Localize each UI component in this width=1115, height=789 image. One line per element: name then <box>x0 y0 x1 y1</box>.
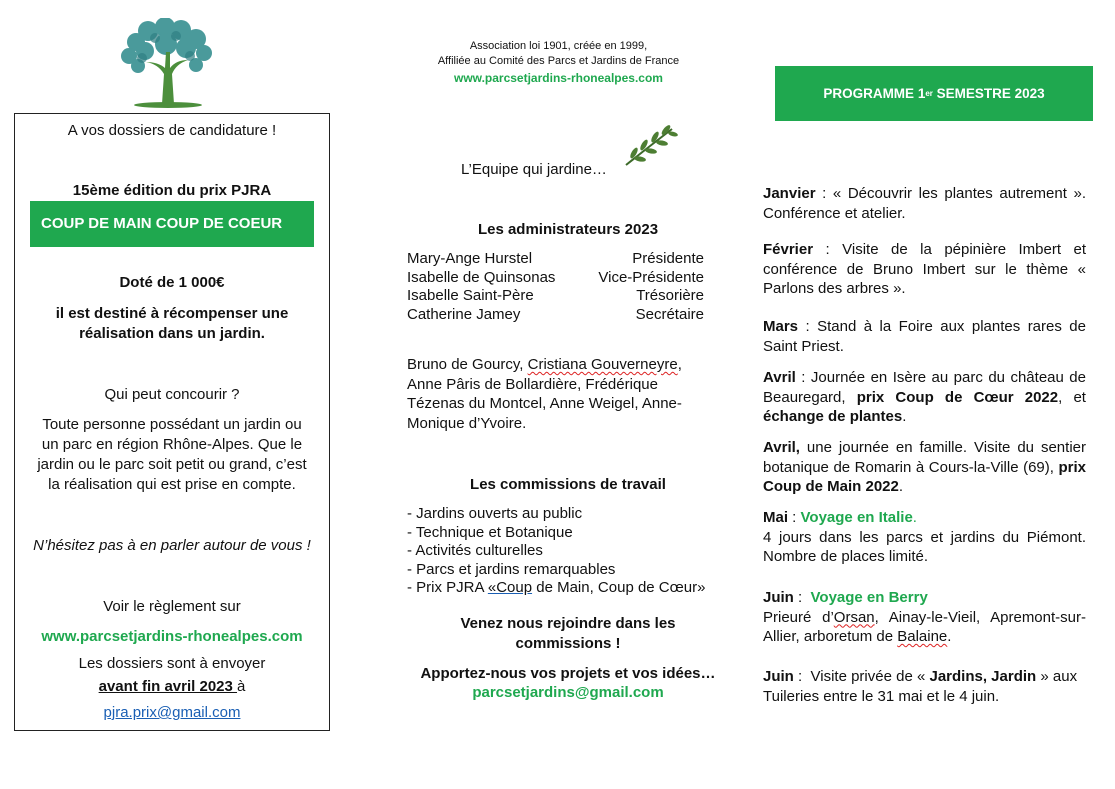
prize-purpose-line2: réalisation dans un jardin. <box>79 325 265 342</box>
ideas-invite: Apportez-nous vos projets et vos idées… <box>420 665 716 682</box>
eligibility-question: Qui peut concourir ? <box>104 386 240 403</box>
association-info: Association loi 1901, créée en 1999, Affiliée au Comité des Parcs et Jardins de France <box>437 40 680 67</box>
eligibility-text: Toute personne possédant un jardin ou un parc en région Rhône-Alpes. Que le jardin ou le parc soit petit ou grand, c’est la réalisation qui est prise en compte. <box>37 416 307 493</box>
edition-title: 15ème édition du prix PJRA <box>72 182 272 199</box>
event-juin-2: Juin : Visite privée de « Jardins, Jardin » aux Tuileries entre le 31 mai et le 4 juin. <box>763 668 1078 705</box>
list-item: - Prix PJRA «Coup de Main, Coup de Cœur» <box>407 579 706 596</box>
share-note: N’hésitez pas à en parler autour de vous ! <box>33 537 311 554</box>
programme-banner: PROGRAMME 1 er SEMESTRE 2023 <box>775 66 1093 121</box>
admin-row: Catherine Jamey Secrétaire <box>407 305 704 323</box>
event-mai: Mai : Voyage en Italie. 4 jours dans les parcs et jardins du Piémont. Nombre de places limité. <box>763 509 1086 565</box>
event-janvier: Janvier : « Découvrir les plantes autrement ». Conférence et atelier. <box>763 185 1086 222</box>
event-avril-1: Avril : Journée en Isère au parc du château de Beauregard, prix Coup de Cœur 2022, et échange de plantes. <box>763 369 1086 425</box>
commissions-title: Les commissions de travail <box>470 476 666 493</box>
admin-row: Mary-Ange Hurstel Présidente <box>407 250 704 267</box>
intro-text: A vos dossiers de candidature ! <box>67 122 277 139</box>
event-avril-2: Avril, une journée en famille. Visite du sentier botanique de Romarin à Cours-la-Ville (69), prix Coup de Main 2022. <box>763 439 1086 495</box>
header-website-link[interactable]: www.parcsetjardins-rhonealpes.com <box>454 71 663 85</box>
join-invite: Venez nous rejoindre dans les commissions ! <box>460 615 676 652</box>
list-item: - Jardins ouverts au public <box>407 505 583 522</box>
prize-email-link[interactable]: pjra.prix@gmail.com <box>103 704 241 721</box>
admin-row: Isabelle de Quinsonas Vice-Présidente <box>407 268 704 286</box>
event-fevrier: Février : Visite de la pépinière Imbert et conférence de Bruno Imbert sur le thème « Parlons des arbres ». <box>763 241 1086 297</box>
deadline-line: avant fin avril 2023 à <box>98 678 246 695</box>
admins-list <box>407 250 704 324</box>
other-members: Bruno de Gourcy, Cristiana Gouverneyre, Anne Pâris de Bollardière, Frédérique Tézenas du Montcel, Anne Weigel, Anne- Monique d’Yvoire. <box>407 356 682 432</box>
list-item: - Parcs et jardins remarquables <box>407 560 616 578</box>
dossiers-label: Les dossiers sont à envoyer <box>78 655 266 672</box>
rules-website-link[interactable]: www.parcsetjardins-rhonealpes.com <box>41 628 303 645</box>
rules-label: Voir le règlement sur <box>103 598 241 615</box>
admins-title: Les administrateurs 2023 <box>477 221 659 238</box>
tree-logo-icon <box>118 18 216 108</box>
leafy-branch-icon <box>622 123 678 169</box>
event-juin-1: Juin : Voyage en Berry Prieuré d’Orsan, Ainay-le-Vieil, Apremont-sur-Allier, arboretum de Balaine. <box>763 589 1086 645</box>
prize-banner: COUP DE MAIN COUP DE COEUR <box>30 201 314 247</box>
prize-amount: Doté de 1 000€ <box>119 274 225 291</box>
event-mars: Mars : Stand à la Foire aux plantes rares de Saint Priest. <box>763 318 1086 355</box>
list-item: - Activités culturelles <box>407 542 543 559</box>
deadline: avant fin avril 2023 <box>98 678 238 695</box>
admin-row: Isabelle Saint-Père Trésorière <box>407 287 704 304</box>
contact-email-link[interactable]: parcsetjardins@gmail.com <box>472 684 664 701</box>
commissions-list <box>407 505 737 598</box>
prize-purpose-line1: il est destiné à récompenser une <box>55 305 289 322</box>
team-title: L’Equipe qui jardine… <box>461 161 607 178</box>
list-item: - Technique et Botanique <box>407 523 573 541</box>
